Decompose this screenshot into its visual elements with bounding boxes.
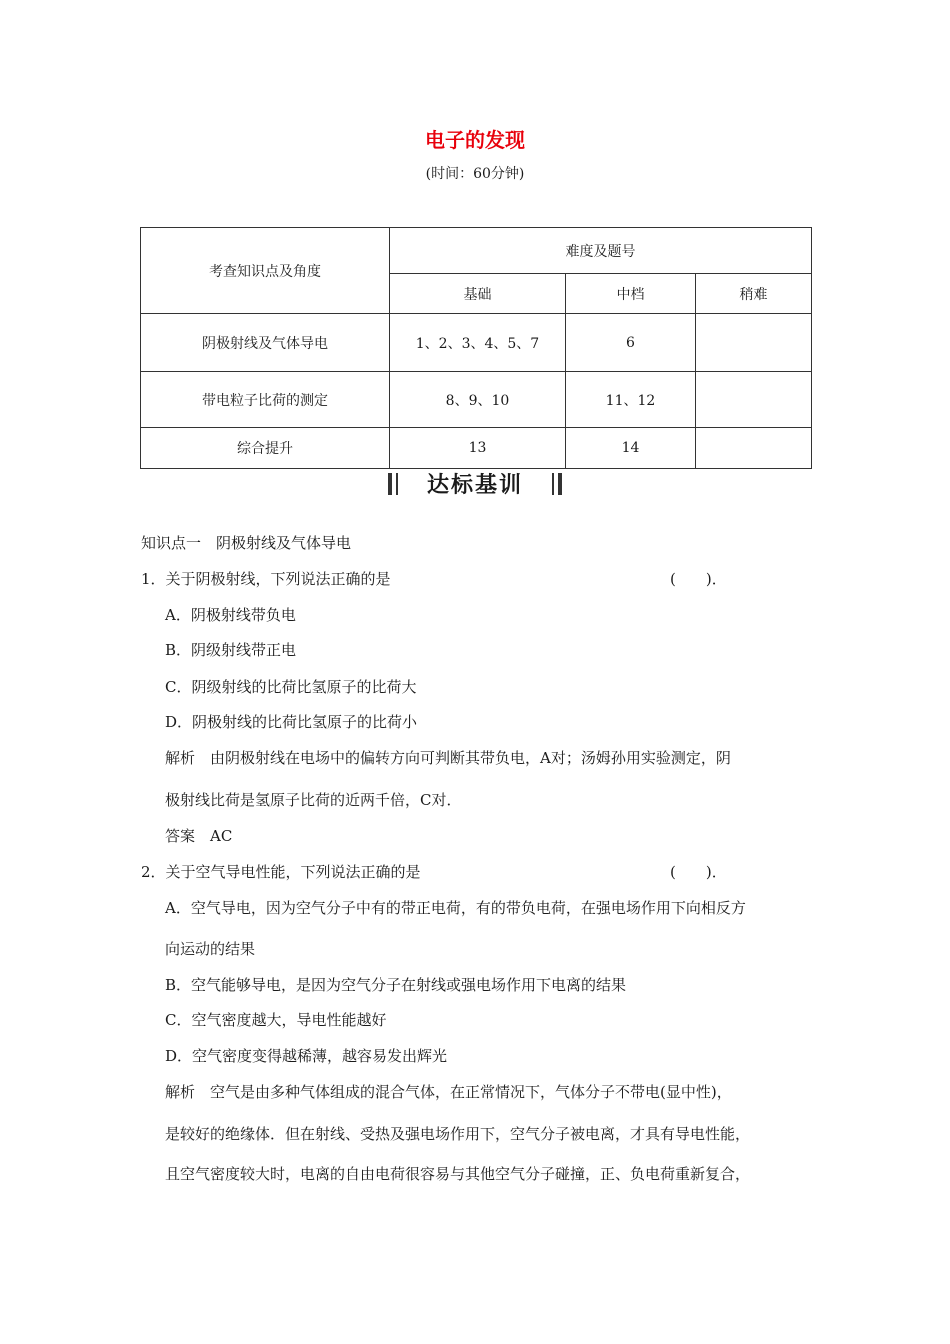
knowledge-point-heading: 知识点一 阴极射线及气体导电 bbox=[141, 534, 352, 552]
question-1-stem: 1．关于阴极射线，下列说法正确的是 bbox=[141, 570, 391, 588]
level-hard: 稍难 bbox=[696, 274, 812, 314]
level-basic: 基础 bbox=[390, 274, 566, 314]
banner-bar-right bbox=[558, 473, 562, 495]
question-1-option-c: C．阴级射线的比荷比氢原子的比荷大 bbox=[165, 678, 417, 696]
question-2-answer-blank: ( )． bbox=[670, 863, 727, 881]
question-2-option-d: D．空气密度变得越稀薄，越容易发出辉光 bbox=[165, 1047, 448, 1065]
question-1-analysis-line: 解析 由阴极射线在电场中的偏转方向可判断其带负电，A对；汤姆孙用实验测定，阴 bbox=[165, 749, 731, 767]
level-medium: 中档 bbox=[566, 274, 696, 314]
banner-bar-left bbox=[388, 473, 392, 495]
row-basic: 13 bbox=[390, 428, 566, 469]
question-2-option-a-continued: 向运动的结果 bbox=[165, 940, 256, 958]
table-row bbox=[141, 428, 812, 469]
question-1-option-a: A．阴极射线带负电 bbox=[165, 606, 296, 624]
row-basic: 8、9、10 bbox=[390, 372, 566, 428]
question-2-option-a: A．空气导电，因为空气分子中有的带正电荷，有的带负电荷，在强电场作用下向相反方 bbox=[165, 899, 746, 917]
row-topic: 带电粒子比荷的测定 bbox=[141, 372, 390, 428]
row-medium: 11、12 bbox=[566, 372, 696, 428]
time-limit: (时间：60分钟) bbox=[425, 166, 525, 182]
row-hard bbox=[696, 372, 812, 428]
question-2-analysis-line: 且空气密度较大时，电离的自由电荷很容易与其他空气分子碰撞，正、负电荷重新复合， bbox=[165, 1165, 751, 1183]
knowledge-table bbox=[140, 227, 812, 469]
banner-bar-left-thin bbox=[396, 473, 398, 495]
question-2-option-c: C．空气密度越大，导电性能越好 bbox=[165, 1011, 387, 1029]
row-medium: 6 bbox=[566, 314, 696, 372]
question-2-analysis-line: 是较好的绝缘体．但在射线、受热及强电场作用下，空气分子被电离，才具有导电性能， bbox=[165, 1125, 751, 1143]
question-1-option-d: D．阴极射线的比荷比氢原子的比荷小 bbox=[165, 713, 418, 731]
question-1-option-b: B．阴级射线带正电 bbox=[165, 641, 297, 659]
table-header-difficulty: 难度及题号 bbox=[390, 228, 812, 274]
page-title: 电子的发现 bbox=[425, 128, 525, 152]
table-row bbox=[141, 314, 812, 372]
question-2-option-b: B．空气能够导电，是因为空气分子在射线或强电场作用下电离的结果 bbox=[165, 976, 627, 994]
table-header-topic: 考查知识点及角度 bbox=[141, 228, 390, 314]
row-medium: 14 bbox=[566, 428, 696, 469]
question-2-analysis-line: 解析 空气是由多种气体组成的混合气体，在正常情况下，气体分子不带电(显中性)， bbox=[165, 1083, 732, 1101]
question-2-stem: 2．关于空气导电性能，下列说法正确的是 bbox=[141, 863, 421, 881]
row-topic: 阴极射线及气体导电 bbox=[141, 314, 390, 372]
banner-title: 达标基训 bbox=[426, 473, 523, 498]
row-basic: 1、2、3、4、5、7 bbox=[390, 314, 566, 372]
row-hard bbox=[696, 314, 812, 372]
table-row bbox=[141, 372, 812, 428]
question-1-analysis-line: 极射线比荷是氢原子比荷的近两千倍，C对． bbox=[165, 791, 462, 809]
question-1-answer: 答案 AC bbox=[165, 827, 233, 845]
row-topic: 综合提升 bbox=[141, 428, 390, 469]
row-hard bbox=[696, 428, 812, 469]
banner-bar-right-thin bbox=[552, 473, 554, 495]
section-banner bbox=[0, 468, 950, 499]
question-1-answer-blank: ( )． bbox=[670, 570, 727, 588]
